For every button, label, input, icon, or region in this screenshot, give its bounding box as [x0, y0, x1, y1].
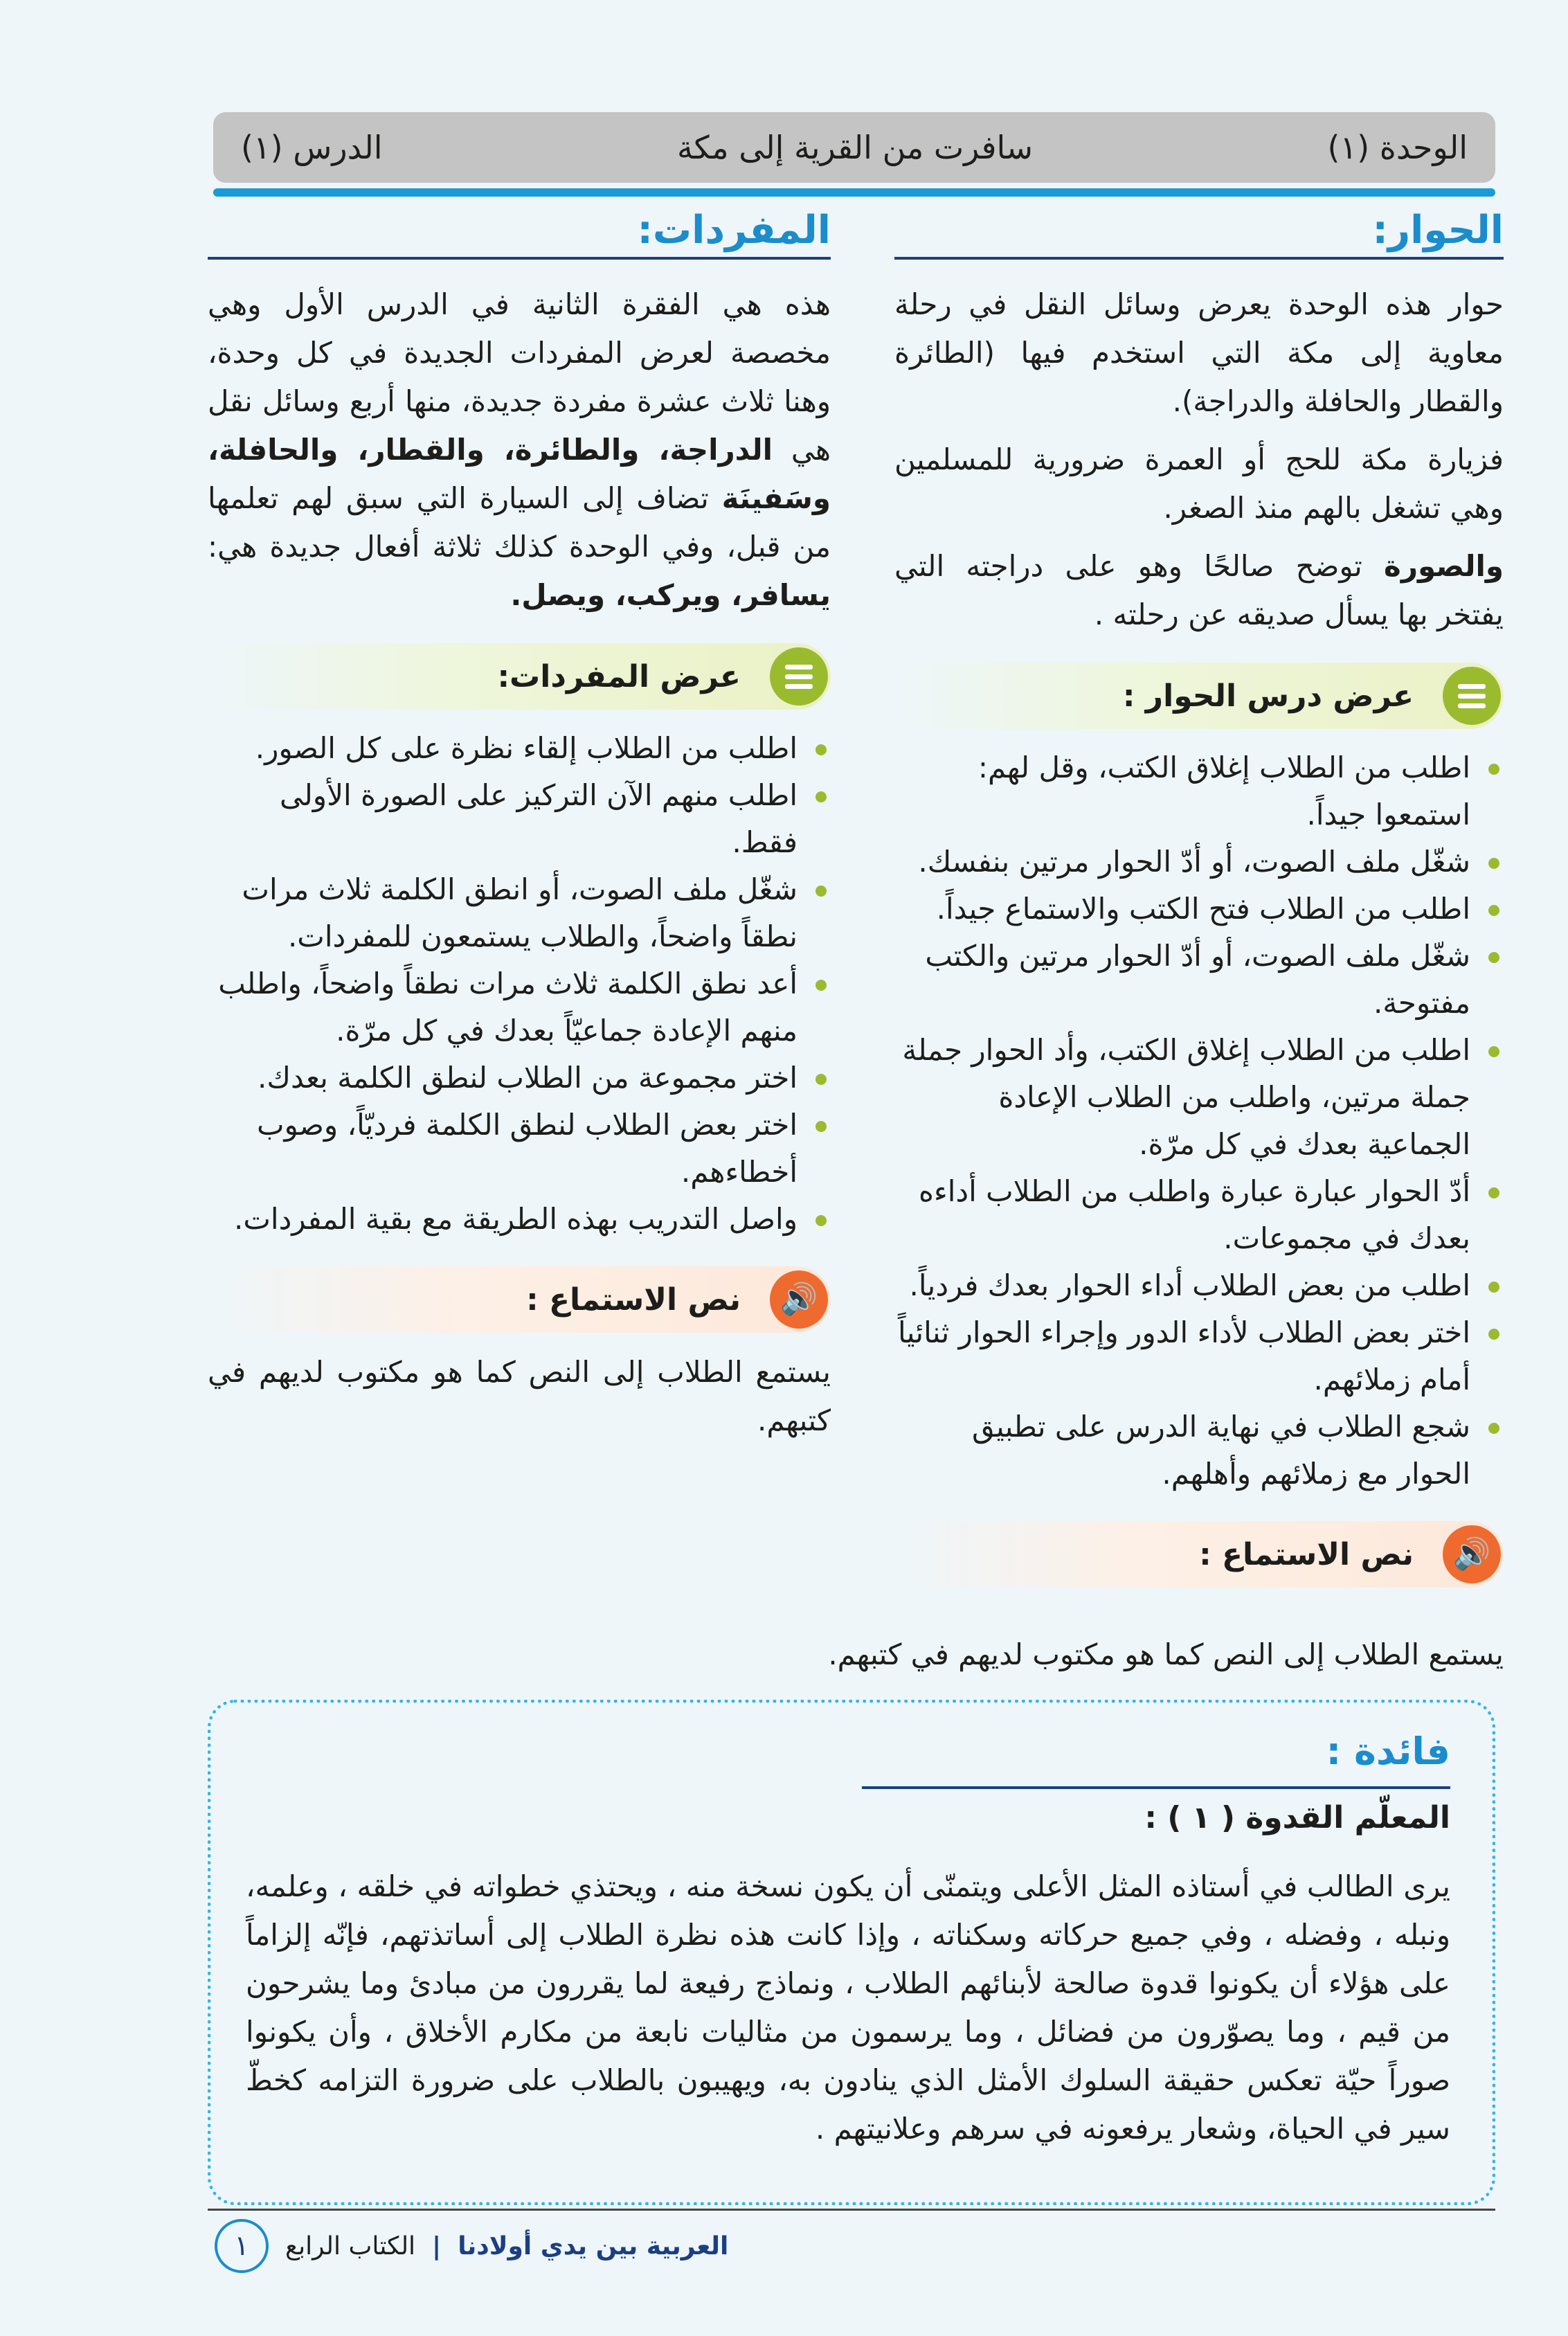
- list-item: اختر بعض الطلاب لأداء الدور وإجراء الحوار ثنائياً أمام زملائهم.: [894, 1309, 1504, 1403]
- vocabulary-listening-text: يستمع الطلاب إلى النص كما هو مكتوب لديهم في كتبهم.: [208, 1355, 831, 1437]
- vocabulary-transport-words: الدراجة، والطائرة، والقطار، والحافلة، وسَفينَة: [208, 433, 831, 515]
- lesson-header-bar: [213, 112, 1495, 183]
- list-item: اطلب من الطلاب إلقاء نظرة على كل الصور.: [208, 725, 831, 772]
- dialogue-listening-heading: [894, 1521, 1504, 1588]
- speaker-icon: 🔊: [1443, 1525, 1501, 1583]
- footer: [215, 2219, 728, 2273]
- list-item: اطلب من بعض الطلاب أداء الحوار بعدك فردياً.: [894, 1262, 1504, 1309]
- note-text: يرى الطالب في أستاذه المثل الأعلى ويتمنّى أن يكون نسخة منه ، ويحتذي خطواته في خلقه ، وعلمه، ونبله ، وفضله ، وفي جميع حركاته وسكناته ، وإذا كانت هذه نظرة الطلاب إلى أساتذتهم، فإنّه إلزاماً على هؤلاء أن يكونوا قدوة صالحة لأبنائهم الطلاب ، ونماذج رفيعة لما يقررون من مبادئ وما يشرحون من قيم ، وما يصوّرون من فضائل ، وما يرسمون من مثاليات نابعة من مكارم الأخلاق ، وأن يكونوا صوراً حيّة تعكس حقيقة السلوك الأمثل الذي ينادون به، ويهيبون بالطلاب على ضرورة التزامه كخطّ سير في الحياة، وشعار يرفعونه في سرهم وعلانيتهم .: [246, 1869, 1450, 2146]
- dialogue-paragraph-1: حوار هذه الوحدة يعرض وسائل النقل في رحلة معاوية إلى مكة التي استخدم فيها (الطائرة والقطار والحافلة والدراجة).: [894, 287, 1504, 418]
- list-item: شغّل ملف الصوت، أو أدّ الحوار مرتين والكتب مفتوحة.: [894, 933, 1504, 1027]
- vocabulary-presentation-title: عرض المفردات:: [497, 658, 741, 694]
- vocabulary-paragraph-b: تضاف إلى السيارة التي سبق لهم تعلمها من قبل، وفي الوحدة كذلك ثلاثة أفعال جديدة هي:: [208, 481, 831, 564]
- benefit-note-box: [208, 1700, 1495, 2205]
- list-item: شجع الطلاب في نهاية الدرس على تطبيق الحوار مع زملائهم وأهلهم.: [894, 1403, 1504, 1498]
- footer-separator: |: [432, 2231, 442, 2261]
- dialogue-paragraph-3-bold: والصورة: [1384, 549, 1504, 583]
- lesson-title: سافرت من القرية إلى مكة: [676, 129, 1034, 166]
- list-item: اختر بعض الطلاب لنطق الكلمة فرديّاً، وصوب أخطاءهم.: [208, 1102, 831, 1196]
- list-item: اطلب من الطلاب إغلاق الكتب، وقل لهم: استمعوا جيداً.: [894, 744, 1504, 838]
- list-icon: [1443, 667, 1501, 725]
- note-title: فائدة :: [1326, 1729, 1450, 1773]
- dialogue-title: الحوار:: [894, 208, 1504, 260]
- list-item: شغّل ملف الصوت، أو انطق الكلمة ثلاث مرات نطقاً واضحاً، والطلاب يستمعون للمفردات.: [208, 866, 831, 960]
- dialogue-presentation-heading: [894, 663, 1504, 729]
- list-item: اطلب من الطلاب فتح الكتب والاستماع جيداً.: [894, 886, 1504, 933]
- dialogue-paragraph-2: فزيارة مكة للحج أو العمرة ضرورية للمسلمين وهي تشغل بالهم منذ الصغر.: [894, 442, 1504, 525]
- list-item: أعد نطق الكلمة ثلاث مرات نطقاً واضحاً، واطلب منهم الإعادة جماعيّاً بعدك في كل مرّة.: [208, 960, 831, 1054]
- list-item: واصل التدريب بهذه الطريقة مع بقية المفردات.: [208, 1196, 831, 1243]
- list-item: شغّل ملف الصوت، أو أدّ الحوار مرتين بنفسك.: [894, 838, 1504, 886]
- vocabulary-listening-heading: [208, 1266, 831, 1333]
- dialogue-steps-list: [894, 744, 1504, 1498]
- vocabulary-title: المفردات:: [208, 208, 831, 260]
- vocabulary-column: [208, 208, 831, 1455]
- list-item: أدّ الحوار عبارة عبارة واطلب من الطلاب أداءه بعدك في مجموعات.: [894, 1168, 1504, 1262]
- lesson-label: الدرس (١): [241, 129, 383, 166]
- footer-rule: [208, 2209, 1495, 2211]
- dialogue-paragraph-3: [894, 542, 1504, 639]
- page-number: ١: [215, 2219, 269, 2273]
- dialogue-column: [894, 208, 1504, 1603]
- footer-series: العربية بين يدي أولادنا: [458, 2231, 729, 2261]
- vocabulary-steps-list: [208, 725, 831, 1243]
- header-rule: [213, 188, 1495, 197]
- note-subtitle: المعلّم القدوة ( ١ ) :: [1144, 1800, 1450, 1835]
- speaker-icon: 🔊: [770, 1270, 828, 1329]
- list-item: اطلب من الطلاب إغلاق الكتب، وأد الحوار جملة جملة مرتين، واطلب من الطلاب الإعادة الجماعية بعدك في كل مرّة.: [894, 1027, 1504, 1168]
- vocabulary-paragraph-a: هذه هي الفقرة الثانية في الدرس الأول وهي مخصصة لعرض المفردات الجديدة في كل وحدة، وهنا ثلاث عشرة مفردة جديدة، منها أربع وسائل نقل هي: [208, 287, 831, 467]
- list-icon: [770, 647, 828, 706]
- dialogue-paragraph-3-rest: توضح صالحًا وهو على دراجته التي يفتخر بها يسأل صديقه عن رحلته .: [894, 549, 1504, 631]
- dialogue-presentation-title: عرض درس الحوار :: [1122, 678, 1414, 714]
- dialogue-listening-text: يستمع الطلاب إلى النص كما هو مكتوب لديهم في كتبهم.: [828, 1637, 1504, 1671]
- footer-book: الكتاب الرابع: [285, 2231, 416, 2261]
- vocabulary-verbs: يسافر، ويركب، ويصل.: [510, 578, 831, 612]
- unit-label: الوحدة (١): [1327, 129, 1468, 166]
- vocabulary-presentation-heading: [208, 643, 831, 710]
- list-item: اطلب منهم الآن التركيز على الصورة الأولى فقط.: [208, 772, 831, 866]
- dialogue-listening-title: نص الاستماع :: [1199, 1536, 1414, 1572]
- vocabulary-listening-title: نص الاستماع :: [526, 1282, 741, 1318]
- vocabulary-paragraph: [208, 280, 831, 620]
- list-item: اختر مجموعة من الطلاب لنطق الكلمة بعدك.: [208, 1054, 831, 1102]
- note-title-rule: [862, 1786, 1450, 1789]
